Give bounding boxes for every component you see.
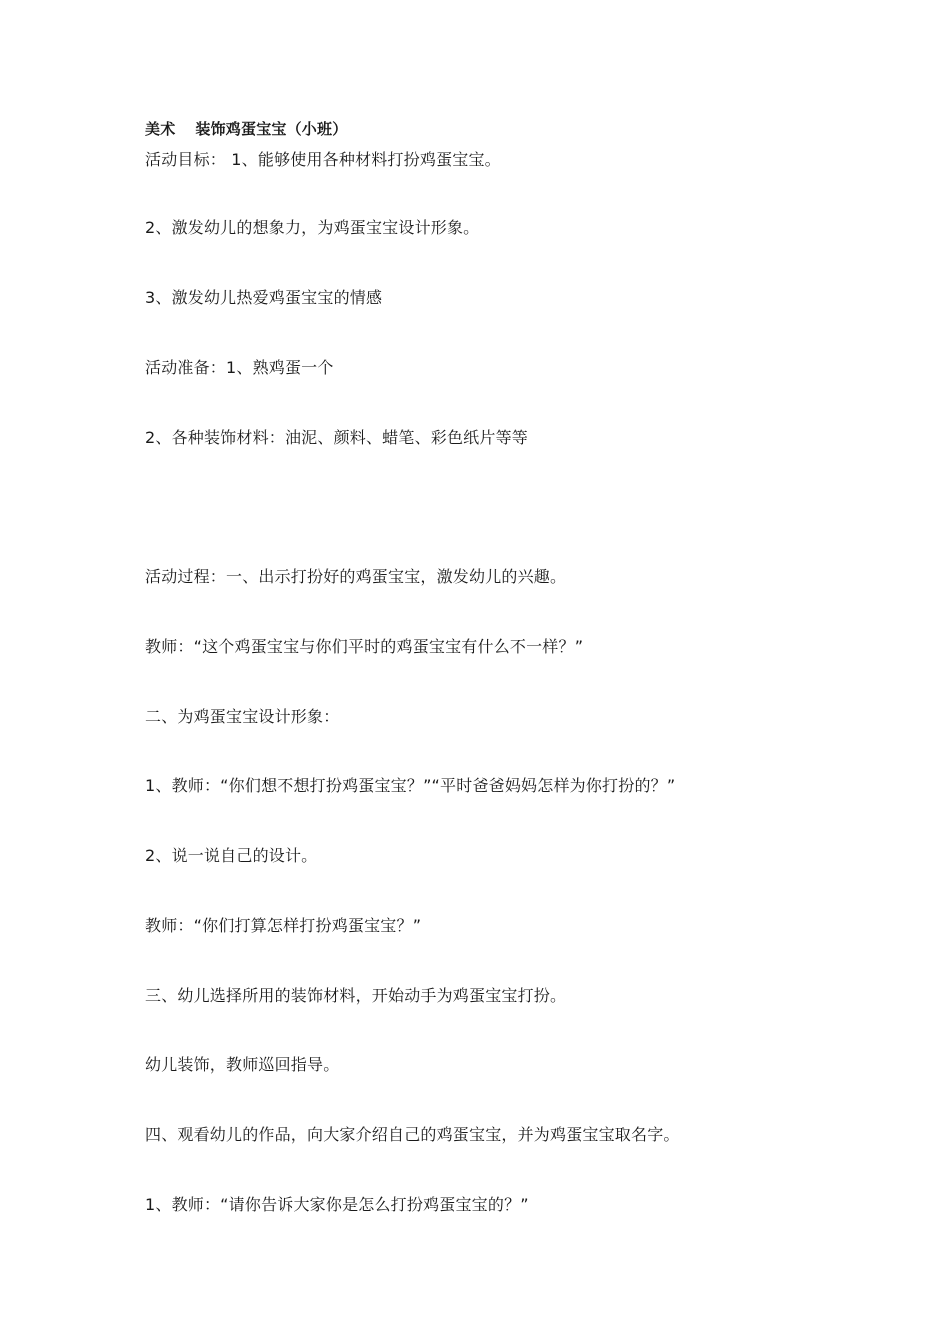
teacher-question-4: 1、教师：“请你告诉大家你是怎么打扮鸡蛋宝宝的？”	[145, 1195, 529, 1214]
activity-goal-3: 3、激发幼儿热爱鸡蛋宝宝的情感	[145, 288, 383, 307]
process-step-3: 三、幼儿选择所用的装饰材料，开始动手为鸡蛋宝宝打扮。	[145, 986, 567, 1005]
process-step-4: 四、观看幼儿的作品，向大家介绍自己的鸡蛋宝宝，并为鸡蛋宝宝取名字。	[145, 1125, 680, 1144]
process-step-1: 活动过程：一、出示打扮好的鸡蛋宝宝，激发幼儿的兴趣。	[145, 567, 567, 586]
document-title	[145, 119, 347, 139]
teacher-question-3: 教师：“你们打算怎样打扮鸡蛋宝宝？”	[145, 916, 422, 935]
teacher-question-2: 1、教师：“你们想不想打扮鸡蛋宝宝？”“平时爸爸妈妈怎样为你打扮的？”	[145, 776, 676, 795]
child-decorating: 幼儿装饰，教师巡回指导。	[145, 1055, 340, 1074]
process-step-2: 二、为鸡蛋宝宝设计形象：	[145, 707, 340, 726]
activity-prep-2: 2、各种装饰材料：油泥、颜料、蜡笔、彩色纸片等等	[145, 428, 528, 447]
design-talk: 2、说一说自己的设计。	[145, 846, 318, 865]
activity-prep-1: 活动准备：1、熟鸡蛋一个	[145, 358, 334, 377]
activity-goal-2: 2、激发幼儿的想象力，为鸡蛋宝宝设计形象。	[145, 218, 480, 237]
title-subject: 美术	[145, 120, 176, 138]
title-main: 装饰鸡蛋宝宝（小班）	[195, 120, 348, 138]
teacher-question-1: 教师：“这个鸡蛋宝宝与你们平时的鸡蛋宝宝有什么不一样？”	[145, 637, 584, 656]
activity-goal-1: 活动目标： 1、能够使用各种材料打扮鸡蛋宝宝。	[145, 150, 501, 169]
